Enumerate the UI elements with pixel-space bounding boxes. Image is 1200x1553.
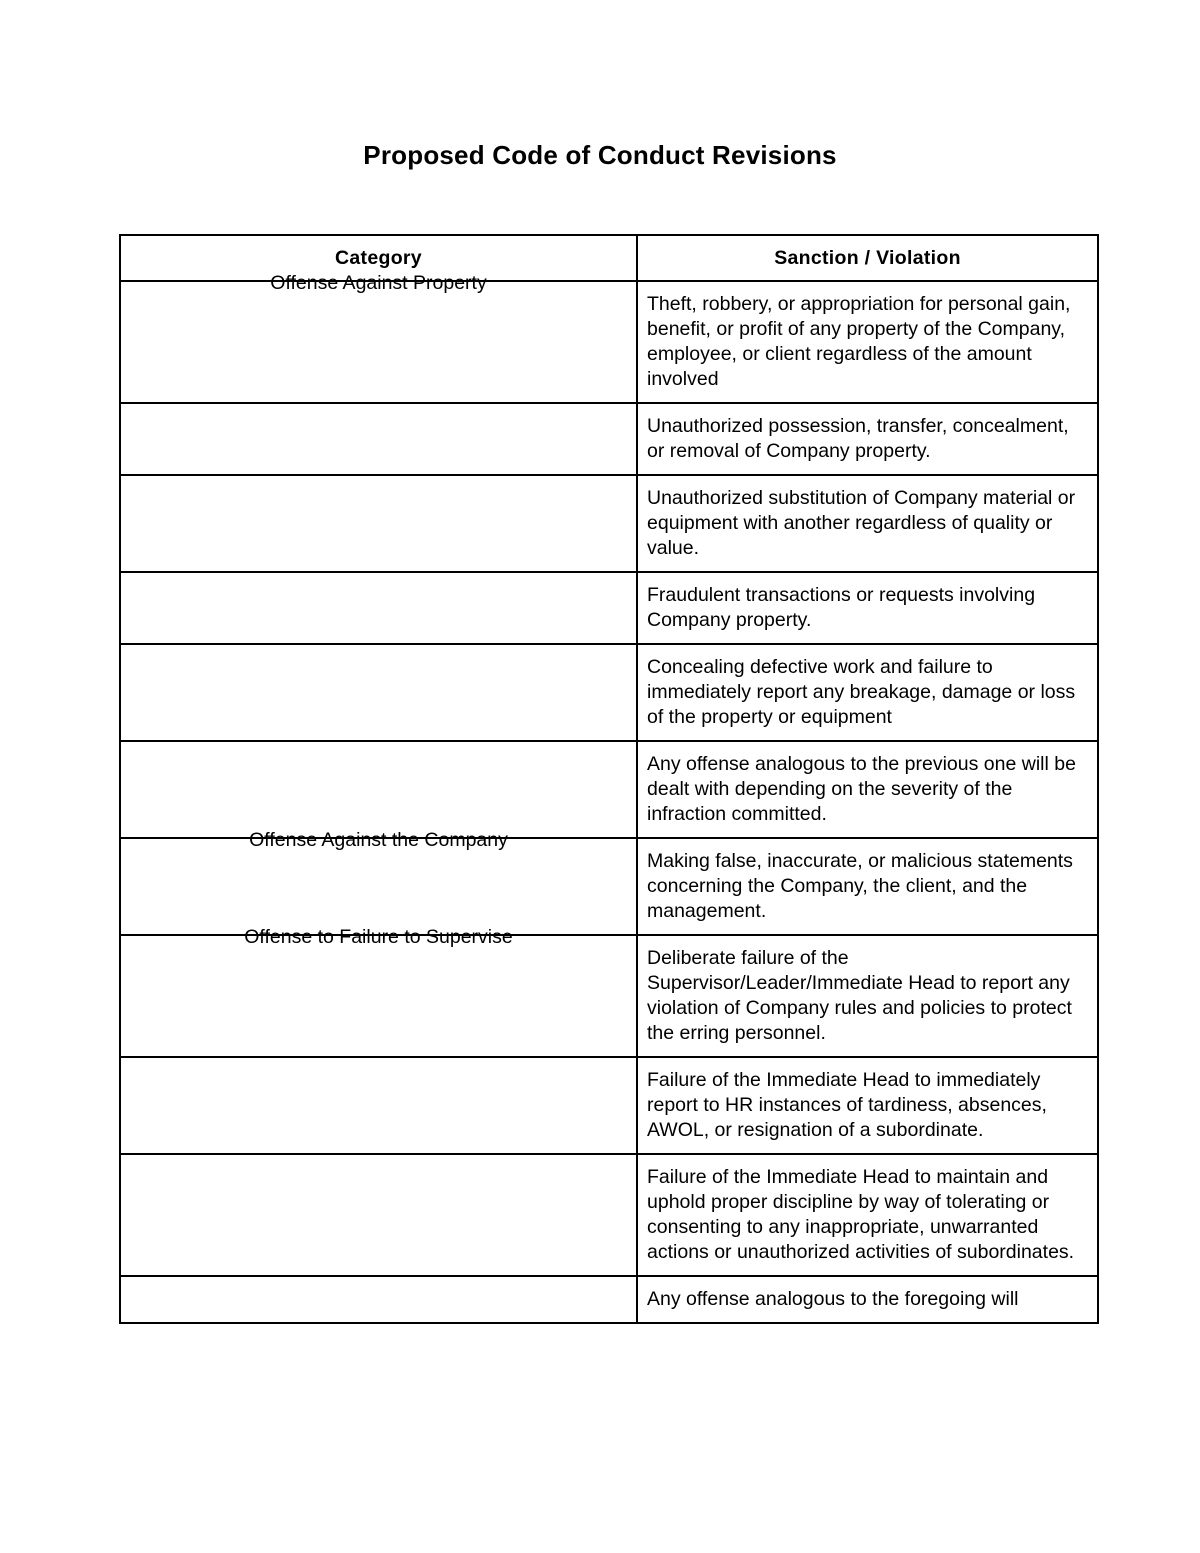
table-row — [120, 475, 1098, 572]
violation-cell: Unauthorized possession, transfer, concealment, or removal of Company property. — [637, 403, 1098, 475]
category-cell — [120, 1276, 637, 1323]
column-header-violation: Sanction / Violation — [637, 235, 1098, 281]
violation-cell: Concealing defective work and failure to immediately report any breakage, damage or loss of the property or equipment — [637, 644, 1098, 741]
table-row — [120, 1154, 1098, 1276]
violation-cell: Fraudulent transactions or requests involving Company property. — [637, 572, 1098, 644]
table-row — [120, 644, 1098, 741]
code-of-conduct-table — [119, 234, 1099, 1324]
table-row — [120, 281, 1098, 403]
violation-cell: Unauthorized substitution of Company material or equipment with another regardless of quality or value. — [637, 475, 1098, 572]
violation-cell: Failure of the Immediate Head to immediately report to HR instances of tardiness, absences, AWOL, or resignation of a subordinate. — [637, 1057, 1098, 1154]
category-cell — [120, 572, 637, 644]
category-cell — [120, 1057, 637, 1154]
category-cell — [120, 403, 637, 475]
column-header-category: Category — [120, 235, 637, 281]
category-text: Offense Against the Company — [249, 829, 508, 851]
category-text: Offense Against Property — [270, 272, 487, 294]
category-cell — [120, 741, 637, 838]
category-cell — [120, 829, 637, 935]
table-row — [120, 935, 1098, 1057]
category-cell — [120, 1154, 637, 1276]
violation-cell: Making false, inaccurate, or malicious statements concerning the Company, the client, and the management. — [637, 838, 1098, 935]
violation-cell: Any offense analogous to the previous one will be dealt with depending on the severity of the infraction committed. — [637, 741, 1098, 838]
category-cell — [120, 926, 637, 1057]
table-row — [120, 741, 1098, 838]
category-cell — [120, 475, 637, 572]
table-row — [120, 1276, 1098, 1323]
page-title: Proposed Code of Conduct Revisions — [363, 140, 837, 170]
violation-cell: Any offense analogous to the foregoing will — [637, 1276, 1098, 1323]
category-cell — [120, 272, 637, 403]
category-text: Offense to Failure to Supervise — [244, 926, 513, 948]
violation-cell: Failure of the Immediate Head to maintain and uphold proper discipline by way of tolerating or consenting to any inappropriate, unwarranted actions or unauthorized activities of subordinates. — [637, 1154, 1098, 1276]
table-row — [120, 403, 1098, 475]
table-row — [120, 838, 1098, 935]
violation-cell: Deliberate failure of the Supervisor/Leader/Immediate Head to report any violation of Company rules and policies to protect the erring personnel. — [637, 935, 1098, 1057]
category-cell — [120, 644, 637, 741]
table-row — [120, 572, 1098, 644]
violation-cell: Theft, robbery, or appropriation for personal gain, benefit, or profit of any property of the Company, employee, or client regardless of the amount involved — [637, 281, 1098, 403]
table-row — [120, 1057, 1098, 1154]
